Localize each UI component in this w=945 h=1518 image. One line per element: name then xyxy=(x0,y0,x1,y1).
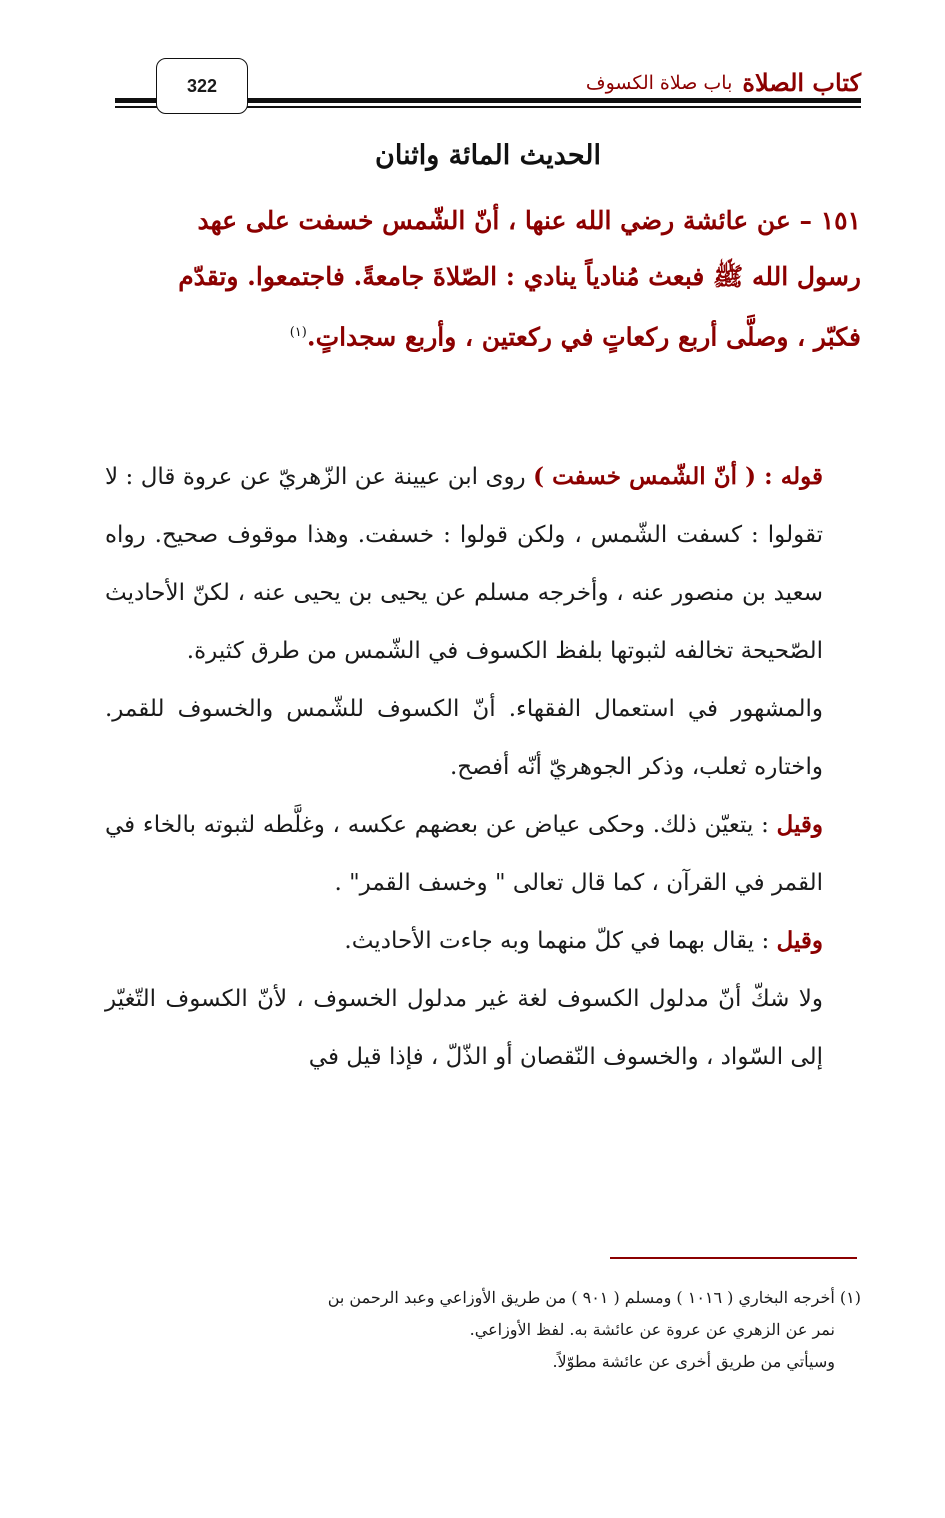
footnote-line: نمر عن الزهري عن عروة عن عائشة به. لفظ الأوزاعي. xyxy=(469,1320,835,1339)
hadith-line: ١٥١ – عن عائشة رضي الله عنها ، أنّ الشّمس خسفت على عهد xyxy=(197,206,861,235)
footnote-divider xyxy=(610,1257,857,1259)
paragraph-text: : يتعيّن ذلك. وحكى عياض عن بعضهم عكسه ، وغلَّطه لثبوته بالخاء في القمر في القرآن ، كما قال تعالى " وخسف القمر" . xyxy=(105,812,823,896)
hadith-line-text: فكبّر ، وصلَّى أربع ركعاتٍ في ركعتين ، وأربع سجداتٍ. xyxy=(306,322,861,352)
paragraph xyxy=(105,912,861,970)
paragraph-lead: وقيل xyxy=(776,927,823,954)
footnotes xyxy=(105,1282,861,1378)
paragraph xyxy=(105,796,861,912)
chapter-title: باب صلاة الكسوف xyxy=(585,72,733,94)
paragraph: ولا شكّ أنّ مدلول الكسوف لغة غير مدلول الخسوف ، لأنّ الكسوف التّغيّر إلى السّواد ، والخسوف النّقصان أو الذّلّ ، فإذا قيل في xyxy=(105,986,823,1070)
page-number: 322 xyxy=(186,75,218,96)
section-heading: الحديث المائة واثنان xyxy=(375,140,601,171)
footnote-line: (١) أخرجه البخاري ( ١٠١٦ ) ومسلم ( ٩٠١ ) من طريق الأوزاعي وعبد الرحمن بن xyxy=(327,1288,861,1307)
footnote-reference: (١) xyxy=(289,325,307,340)
footnote-line: وسيأتي من طريق أخرى عن عائشة مطوّلاً. xyxy=(552,1352,835,1371)
hadith-line xyxy=(105,305,861,365)
paragraph-lead: وقيل xyxy=(776,811,823,838)
page-number-box xyxy=(156,58,248,114)
paragraph-lead: قوله : ( أنّ الشّمس خسفت ) xyxy=(533,463,823,490)
book-title: كتاب الصلاة xyxy=(742,68,861,97)
paragraph-text: : يقال بهما في كلّ منهما وبه جاءت الأحاديث. xyxy=(344,928,777,954)
paragraph: والمشهور في استعمال الفقهاء. أنّ الكسوف للشّمس والخسوف للقمر. واختاره ثعلب، وذكر الجوهريّ أنّه أفصح. xyxy=(105,696,823,780)
hadith-text xyxy=(105,193,861,365)
paragraph-text: روى ابن عيينة عن الزّهريّ عن عروة قال : لا تقولوا : كسفت الشّمس ، ولكن قولوا : خسفت. وهذا موقوف صحيح. رواه سعيد بن منصور عنه ، وأخرجه مسلم عن يحيى بن يحيى عنه ، لكنّ الأحاديث الصّحيحة تخالفه لثبوتها بلفظ الكسوف في الشّمس من طرق كثيرة. xyxy=(105,464,823,664)
paragraph xyxy=(105,448,861,680)
commentary-body xyxy=(105,448,861,1086)
hadith-line: رسول الله ﷺ فبعث مُنادياً ينادي : الصّلاةَ جامعةً. فاجتمعوا. وتقدّم xyxy=(178,262,861,291)
